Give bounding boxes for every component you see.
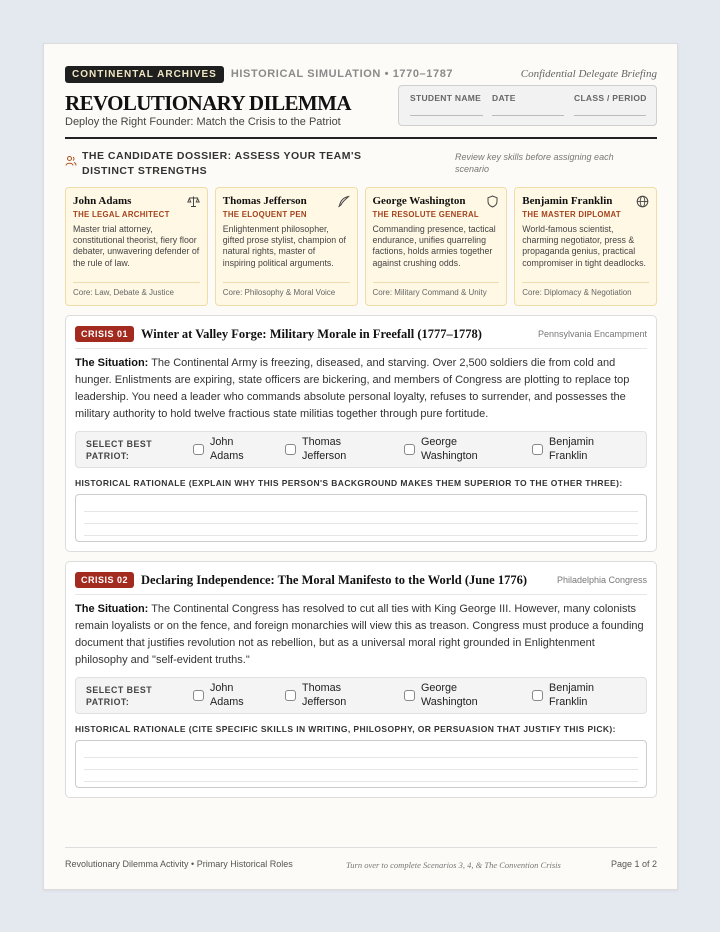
candidate-core: Core: Military Command & Unity — [373, 282, 500, 297]
option-label: George Washington — [421, 682, 478, 708]
patriot-selector — [75, 677, 647, 714]
checkbox[interactable] — [285, 444, 296, 455]
crisis-section-2 — [65, 561, 657, 798]
student-name-field[interactable] — [410, 93, 481, 103]
rationale-label: HISTORICAL RATIONALE (EXPLAIN WHY THIS PERSON'S BACKGROUND MAKES THEM SUPERIOR TO THE OTHER THREE): — [75, 478, 623, 488]
dossier-title: THE CANDIDATE DOSSIER: ASSESS YOUR TEAM'S DISTINCT STRENGTHS — [82, 150, 362, 177]
checkbox[interactable] — [532, 444, 543, 455]
candidate-role: THE LEGAL ARCHITECT — [73, 210, 170, 219]
candidate-description: Master trial attorney, constitutional theorist, fiery floor debater, unwavering defender of the rule of law. — [73, 224, 200, 268]
writing-line — [84, 769, 638, 770]
candidate-card-jefferson — [215, 187, 358, 306]
candidate-card-washington — [365, 187, 508, 306]
candidate-cards — [65, 187, 657, 306]
page-footer — [65, 847, 657, 877]
date-field[interactable] — [492, 93, 516, 103]
candidate-role: THE RESOLUTE GENERAL — [372, 210, 479, 219]
divider — [75, 594, 647, 595]
class-period-field[interactable] — [574, 93, 647, 103]
candidate-name: Thomas Jefferson — [222, 195, 307, 207]
class-period-label: CLASS / PERIOD — [574, 93, 647, 103]
crisis-title: Winter at Valley Forge: Military Morale in Freefall (1777–1778) — [141, 326, 482, 341]
option-adams[interactable] — [193, 435, 256, 463]
checkbox[interactable] — [404, 690, 415, 701]
option-jefferson[interactable] — [285, 435, 362, 463]
page-number: Page 1 of 2 — [610, 859, 657, 869]
option-label: John Adams — [210, 682, 244, 708]
situation-text: The Continental Army is freezing, diseased, and starving. Over 2,500 soldiers die from cold and hunger. Enlistments are expiring, state officers are bickering, and members of Congress are plotting to replace top leadership. You need a leader who commands absolute personal loyalty, refuses to surrender, and possesses the military authority to hold twelve fractious state militias together through pure fortitude. — [75, 357, 630, 420]
writing-line — [84, 781, 638, 782]
rationale-label: HISTORICAL RATIONALE (CITE SPECIFIC SKILLS IN WRITING, PHILOSOPHY, OR PERSUASION THAT JUSTIFY THIS PICK): — [75, 724, 616, 734]
footer-activity: Revolutionary Dilemma Activity • Primary Historical Roles — [65, 859, 293, 869]
option-washington[interactable] — [404, 681, 487, 709]
page-title: REVOLUTIONARY DILEMMA — [65, 91, 351, 115]
rationale-answer-box[interactable] — [75, 740, 647, 788]
option-adams[interactable] — [193, 681, 256, 709]
crisis-header — [75, 571, 647, 589]
crisis-header — [75, 325, 647, 343]
dossier-header — [65, 147, 657, 185]
checkbox[interactable] — [285, 690, 296, 701]
option-label: Benjamin Franklin — [549, 436, 595, 462]
checkbox[interactable] — [404, 444, 415, 455]
option-label: Thomas Jefferson — [302, 682, 347, 708]
candidate-role: THE ELOQUENT PEN — [222, 210, 307, 219]
crisis-badge: CRISIS 02 — [75, 572, 134, 588]
candidate-name: John Adams — [73, 195, 132, 207]
candidate-description: World-famous scientist, charming negotiator, press & propaganda genius, practical compromiser in tight deadlocks. — [522, 224, 646, 268]
writing-line — [84, 757, 638, 758]
candidate-core: Core: Philosophy & Moral Voice — [223, 282, 350, 297]
checkbox[interactable] — [193, 690, 204, 701]
option-label: Benjamin Franklin — [549, 682, 595, 708]
option-jefferson[interactable] — [285, 681, 362, 709]
date-label: DATE — [492, 93, 516, 103]
title-row — [65, 89, 657, 135]
writing-line — [84, 523, 638, 524]
situation-text: The Continental Congress has resolved to cut all ties with King George III. However, many colonists remain loyalists or on the fence, and foreign monarchies will view this as treason. Congress must produce a founding document that justifies revolution not as rebellion, but as a universal moral right grounded in Enlightenment philosophy and "self-evident truths." — [75, 603, 644, 666]
writing-line — [84, 535, 638, 536]
option-label: Thomas Jefferson — [302, 436, 347, 462]
crisis-situation — [75, 355, 647, 423]
student-name-label: STUDENT NAME — [410, 93, 482, 103]
situation-label: The Situation: — [75, 357, 149, 369]
rationale-answer-box[interactable] — [75, 494, 647, 542]
candidate-name: Benjamin Franklin — [522, 195, 613, 207]
crisis-location: Philadelphia Congress — [556, 575, 647, 585]
shield-icon — [486, 195, 499, 208]
candidate-core: Core: Diplomacy & Negotiation — [522, 282, 649, 297]
class-period-line — [574, 115, 646, 116]
archives-badge: CONTINENTAL ARCHIVES — [65, 66, 224, 83]
candidate-role: THE MASTER DIPLOMAT — [522, 210, 621, 219]
date-line — [492, 115, 564, 116]
crisis-situation — [75, 601, 647, 669]
simulation-label: HISTORICAL SIMULATION • 1770–1787 — [230, 68, 454, 80]
briefing-label: Confidential Delegate Briefing — [520, 68, 657, 80]
patriot-selector — [75, 431, 647, 468]
student-name-line — [410, 115, 483, 116]
divider — [75, 348, 647, 349]
page-subtitle: Deploy the Right Founder: Match the Crisis to the Patriot — [65, 116, 341, 128]
select-label: SELECT BEST PATRIOT: — [86, 439, 153, 461]
candidate-card-adams — [65, 187, 208, 306]
checkbox[interactable] — [532, 690, 543, 701]
crisis-title: Declaring Independence: The Moral Manifesto to the World (June 1776) — [141, 572, 528, 587]
student-info-box — [398, 85, 657, 126]
situation-label: The Situation: — [75, 603, 149, 615]
crisis-location: Pennsylvania Encampment — [537, 329, 647, 339]
option-franklin[interactable] — [532, 435, 609, 463]
quill-icon — [337, 195, 350, 208]
option-label: George Washington — [421, 436, 478, 462]
candidate-description: Commanding presence, tactical endurance, unifies quarreling factions, holds armies together against crushing odds. — [372, 224, 496, 268]
users-icon — [65, 155, 77, 167]
select-label: SELECT BEST PATRIOT: — [86, 685, 153, 707]
worksheet-page — [43, 43, 678, 890]
globe-icon — [636, 195, 649, 208]
checkbox[interactable] — [193, 444, 204, 455]
option-franklin[interactable] — [532, 681, 609, 709]
candidate-card-franklin — [514, 187, 657, 306]
dossier-note: Review key skills before assigning each scenario — [455, 152, 614, 174]
option-label: John Adams — [210, 436, 244, 462]
crisis-badge: CRISIS 01 — [75, 326, 134, 342]
candidate-core: Core: Law, Debate & Justice — [73, 282, 200, 297]
scales-icon — [187, 195, 200, 208]
header-rule — [65, 137, 657, 139]
worksheet-content — [65, 65, 657, 798]
option-washington[interactable] — [404, 435, 487, 463]
top-bar — [65, 65, 657, 83]
crisis-section-1 — [65, 315, 657, 552]
candidate-description: Enlightenment philosopher, gifted prose stylist, champion of natural rights, master of inspiring political arguments. — [222, 224, 346, 268]
writing-line — [84, 511, 638, 512]
candidate-name: George Washington — [372, 195, 466, 207]
footer-instruction: Turn over to complete Scenarios 3, 4, & The Convention Crisis — [346, 860, 561, 870]
